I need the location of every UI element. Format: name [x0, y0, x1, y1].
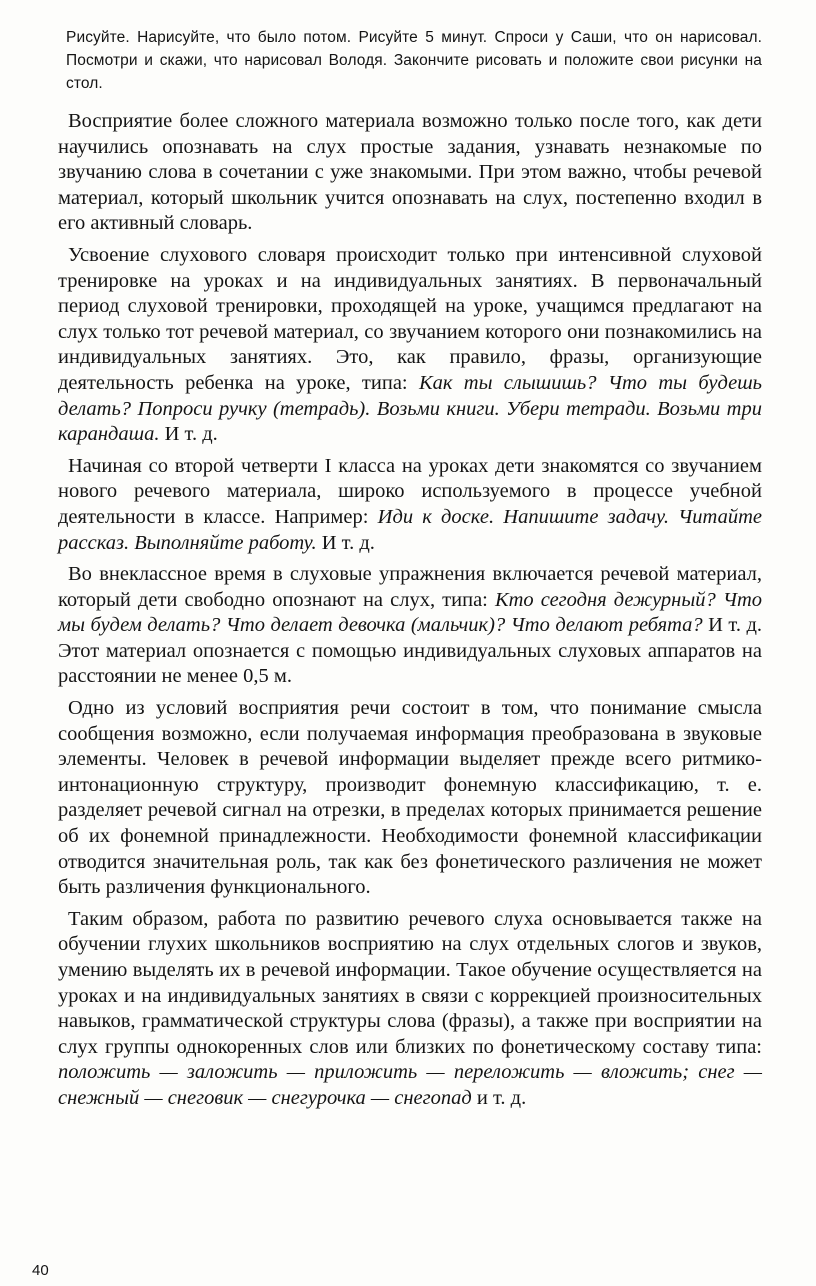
paragraph-2: [58, 243, 762, 448]
page-number: 40: [32, 1262, 49, 1279]
paragraph-4-text: Во внеклассное время в слуховые упражнения включается речевой материал, который дети свободно опознают на слух, типа:: [58, 563, 762, 611]
paragraph-6-tail: и т. д.: [471, 1086, 527, 1109]
paragraph-1: Восприятие более сложного материала возможно только после того, как дети научились опознавать на слух простые задания, узнавать незнакомые по звучанию слова в сочетании с уже знакомыми. При этом важно, чтобы речевой материал, который школьник учится опознавать на слух, постепенно входил в его активный словарь.: [58, 110, 762, 235]
paragraph-4: [58, 562, 762, 690]
paragraph-3-text: Начиная со второй четверти I класса на уроках дети знакомятся со звучанием нового речевого материала, широко используемого в процессе учебной деятельности в классе. Например:: [58, 454, 762, 528]
paragraph-2-text: Усвоение слухового словаря происходит только при интенсивной слуховой тренировке на уроках и на индивидуальных занятиях. В первоначальный период слуховой тренировки, проходящей на уроке, учащимся предлагают на слух только тот речевой материал, со звучанием которого они познакомились на индивидуальных занятиях. Это, как правило, фразы, организующие деятельность ребенка на уроке, типа:: [58, 243, 762, 394]
paragraph-5: Одно из условий восприятия речи состоит в том, что понимание смысла сообщения возможно, если получаемая информация преобразована в звуковые элементы. Человек в речевой информации выделяет прежде всего ритмико-интонационную структуру, производит фонемную классификацию, т. е. разделяет речевой сигнал на отрезки, в пределах которых принимается решение об их фонемной принадлежности. Необходимости фонемной классификации отводится значительная роль, так как без фонетического различения не может быть различения функционального.: [58, 697, 762, 899]
paragraph-6-text: Таким образом, работа по развитию речевого слуха основывается также на обучении глухих школьников восприятию на слух отдельных слогов и звуков, умению выделять их в речевой информации. Такое обучение осуществляется на уроках и на индивидуальных занятиях в связи с коррекцией произносительных навыков, грамматической структуры слова (фразы), а также при восприятии на слух группы однокоренных слов или близких по фонетическому составу типа:: [58, 907, 762, 1058]
paragraph-3-italic: Иди к доске. Напишите задачу. Читайте рассказ. Выполняйте работу.: [58, 505, 762, 554]
paragraph-3: [58, 454, 762, 556]
paragraph-3-tail: И т. д.: [316, 531, 375, 554]
paragraph-2-tail: И т. д.: [159, 423, 218, 446]
page-body: [58, 26, 762, 1118]
paragraph-4-italic: Кто сегодня дежурный? Что мы будем делать? Что делает девочка (мальчик)? Что делают ребята?: [58, 588, 762, 637]
paragraph-2-italic: Как ты слышишь? Что ты будешь делать? Попроси ручку (тетрадь). Возьми книги. Убери тетради. Возьми три карандаша.: [58, 371, 762, 446]
paragraph-6: [58, 907, 762, 1112]
paragraph-4-tail: И т. д. Этот материал опознается с помощью индивидуальных слуховых аппаратов на расстоянии не менее 0,5 м.: [58, 614, 762, 688]
paragraph-6-italic: положить — заложить — приложить — переложить — вложить; снег — снежный — снеговик — снегурочка — снегопад: [58, 1061, 762, 1109]
exercise-note: Рисуйте. Нарисуйте, что было потом. Рисуйте 5 минут. Спроси у Саши, что он нарисовал. Посмотри и скажи, что нарисовал Володя. Закончите рисовать и положите свои рисунки на стол.: [66, 29, 762, 92]
